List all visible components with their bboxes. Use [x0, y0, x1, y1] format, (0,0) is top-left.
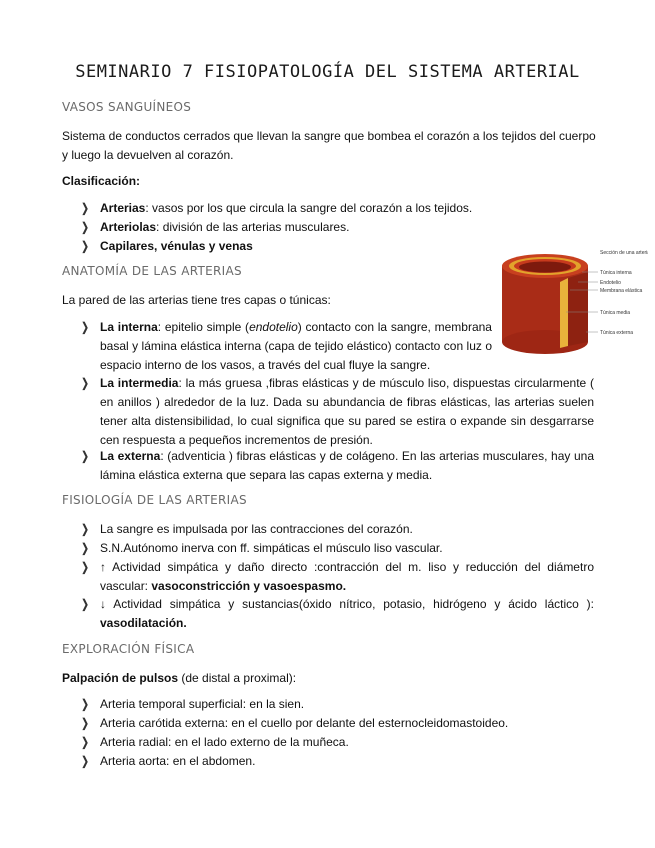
- list-item-text: Arteria radial: en el lado externo de la muñeca.: [100, 735, 349, 749]
- vasos-intro: Sistema de conductos cerrados que llevan la sangre que bombea el corazón a los tejidos del cuerpo y luego la devuelven al corazón.: [62, 129, 596, 162]
- definition: ) contacto con la sangre, membrana basal y lámina elástica interna (capa de tejido elástico) contacto con luz o espacio interno de los vasos, a través del cual fluye la sangre.: [100, 320, 492, 372]
- cutaway: [568, 272, 588, 346]
- heading-anatomia: ANATOMÍA DE LAS ARTERIAS: [62, 264, 242, 278]
- list-item-text: La sangre es impulsada por las contracciones del corazón.: [100, 522, 413, 536]
- list-item-text: Arteria aorta: en el abdomen.: [100, 754, 256, 768]
- heading-vasos: VASOS SANGUÍNEOS: [62, 100, 192, 114]
- definition: : vasos por los que circula la sangre del corazón a los tejidos.: [145, 201, 473, 215]
- list-item: [80, 199, 580, 218]
- list-item-bold: vasoconstricción y vasoespasmo.: [151, 579, 347, 593]
- palpacion-rest: (de distal a proximal):: [178, 671, 297, 685]
- list-item: [80, 520, 594, 539]
- bullet-icon: ❭: [80, 522, 91, 536]
- bullet-icon: ❭: [80, 220, 91, 234]
- bullet-icon: ❭: [80, 716, 91, 730]
- definition: : (adventicia ) fibras elásticas y de colágeno. En las arterias musculares, hay una lámina elástica externa que separa las capas externa y media.: [100, 449, 595, 482]
- list-item-text: Arteria carótida externa: en el cuello por delante del esternocleidomastoideo.: [100, 716, 509, 730]
- list-item-text: Arteria temporal superficial: en la sien.: [100, 697, 305, 711]
- list-item: [80, 218, 580, 237]
- list-item: [80, 714, 594, 733]
- palpacion-line: [62, 669, 296, 688]
- list-item: [80, 558, 594, 596]
- term: Arterias: [100, 201, 146, 215]
- cutaway-media: [560, 278, 568, 348]
- palpacion-label: Palpación de pulsos: [62, 671, 179, 685]
- artery-section-figure: [498, 248, 648, 358]
- definition-italic: endotelio: [249, 320, 298, 334]
- list-item: [80, 695, 594, 714]
- bullet-icon: ❭: [80, 541, 91, 555]
- down-arrow-icon: ↓: [100, 597, 106, 611]
- figure-label: Membrana elástica: [600, 288, 643, 294]
- bullet-icon: ❭: [80, 201, 91, 215]
- list-item: [80, 447, 594, 485]
- figure-label: Túnica media: [600, 310, 631, 316]
- clasificacion-label: Clasificación:: [62, 174, 141, 188]
- bullet-icon: ❭: [80, 376, 91, 390]
- term: Arteriolas: [100, 220, 157, 234]
- list-item: [80, 374, 594, 450]
- bullet-icon: ❭: [80, 735, 91, 749]
- term: La externa: [100, 449, 161, 463]
- bullet-icon: ❭: [80, 697, 91, 711]
- list-item-text: Actividad simpática y sustancias(óxido nítrico, potasio, hidrógeno y ácido láctico ):: [106, 597, 594, 611]
- term: Capilares, vénulas y venas: [100, 239, 253, 253]
- figure-label: Túnica externa: [600, 330, 634, 336]
- list-item: [80, 595, 594, 633]
- heading-exploracion: EXPLORACIÓN FÍSICA: [62, 642, 195, 656]
- bullet-icon: ❭: [80, 597, 91, 611]
- figure-caption: Sección de una arteria: [600, 250, 648, 256]
- figure-label: Endotelio: [600, 280, 621, 286]
- list-item: [80, 733, 594, 752]
- list-item: [80, 752, 594, 771]
- bullet-icon: ❭: [80, 754, 91, 768]
- term: La intermedia: [100, 376, 179, 390]
- list-item-bold: vasodilatación.: [100, 616, 187, 630]
- up-arrow-icon: ↑: [100, 560, 106, 574]
- term: La interna: [100, 320, 158, 334]
- anatomia-intro: La pared de las arterias tiene tres capas o túnicas:: [62, 293, 331, 307]
- list-item: [80, 539, 594, 558]
- bullet-icon: ❭: [80, 320, 91, 334]
- list-item-text: S.N.Autónomo inerva con ff. simpáticas el músculo liso vascular.: [100, 541, 443, 555]
- heading-fisiologia: FISIOLOGÍA DE LAS ARTERIAS: [62, 493, 247, 507]
- definition: : la más gruesa ,fibras elásticas y de músculo liso, dispuestas circularmente ( en anillos ) alrededor de la luz. Dada su abundancia de fibras elásticas, las arterias suelen tener alta distensibilidad, lo cual significa que su pared se estira o expande sin desgarrarse cen respuesta a pequeños incrementos de presión.: [100, 376, 595, 447]
- artery-lumen: [519, 262, 571, 273]
- bullet-icon: ❭: [80, 560, 91, 574]
- definition: : división de las arterias musculares.: [156, 220, 350, 234]
- definition: : epitelio simple (: [157, 320, 250, 334]
- figure-label: Túnica interna: [600, 270, 632, 276]
- document-title: SEMINARIO 7 FISIOPATOLOGÍA DEL SISTEMA ARTERIAL: [75, 62, 580, 82]
- list-item: [80, 318, 492, 375]
- list-item-text: Actividad simpática y daño directo :contracción del m. liso y reducción del diámetro vascular:: [100, 560, 594, 593]
- bullet-icon: ❭: [80, 449, 91, 463]
- bullet-icon: ❭: [80, 239, 91, 253]
